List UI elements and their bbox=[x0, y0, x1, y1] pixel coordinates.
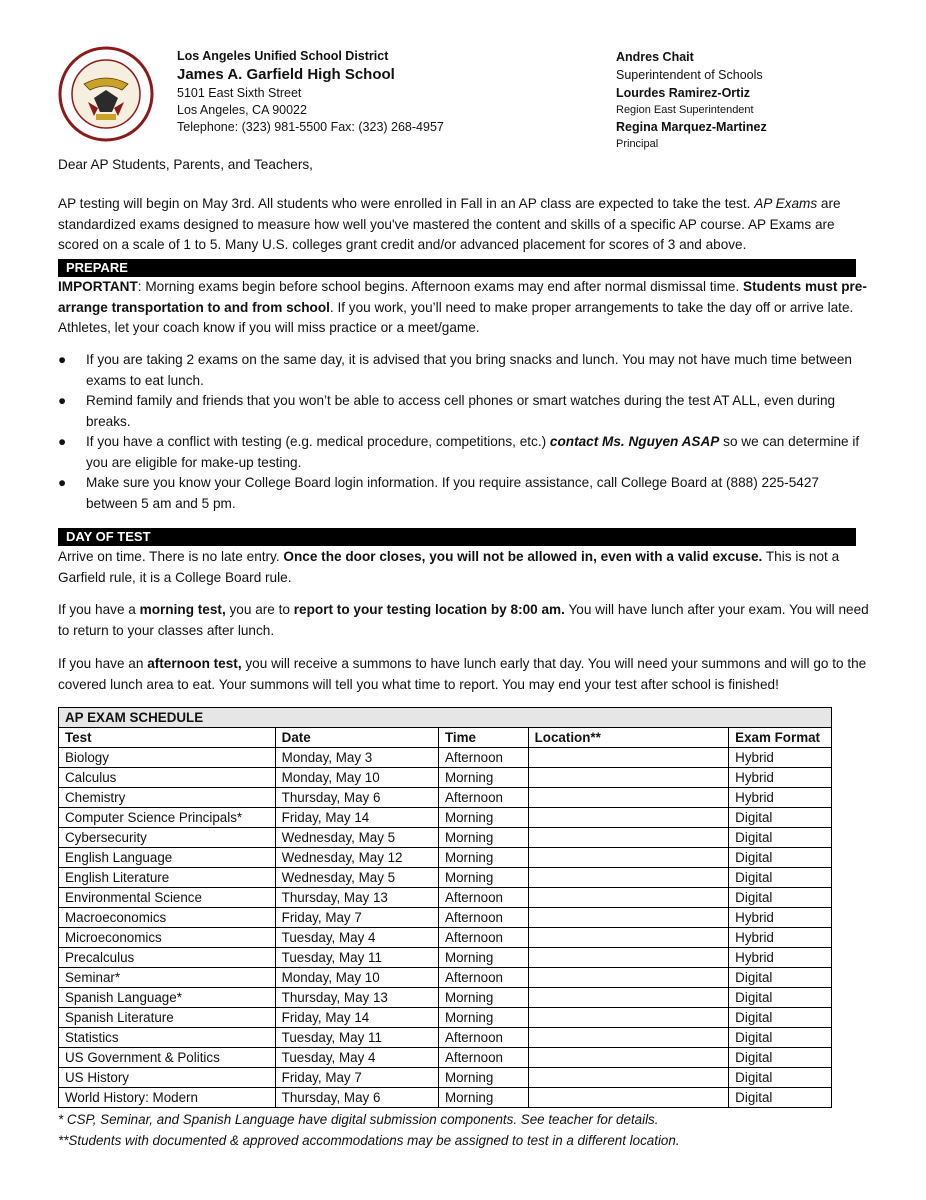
table-row bbox=[59, 768, 832, 788]
cell-date: Thursday, May 13 bbox=[275, 888, 438, 908]
table-row bbox=[59, 1028, 832, 1048]
cell-format: Hybrid bbox=[729, 748, 832, 768]
cell-format: Digital bbox=[729, 888, 832, 908]
list-item bbox=[58, 350, 870, 391]
cell-test: English Literature bbox=[59, 868, 276, 888]
cell-location bbox=[528, 1008, 729, 1028]
bullet-text-c: so we can determine if you are eligible for make-up testing. bbox=[86, 434, 860, 470]
cell-date: Friday, May 7 bbox=[275, 908, 438, 928]
bullet-text: Remind family and friends that you won’t be able to access cell phones or smart watches during the test AT ALL, even during breaks. bbox=[86, 393, 836, 429]
important-text-c: . If you work, you’ll need to make proper arrangements to take the day off or arrive late. Athletes, let your coach know if you will miss practice or a meet/game. bbox=[58, 299, 854, 335]
cell-test: Spanish Language* bbox=[59, 988, 276, 1008]
district-info bbox=[177, 48, 444, 136]
admin-title-1: Superintendent of Schools bbox=[616, 68, 763, 82]
cell-format: Digital bbox=[729, 1048, 832, 1068]
cell-time: Afternoon bbox=[438, 908, 528, 928]
column-header-test: Test bbox=[59, 728, 276, 748]
cell-location bbox=[528, 888, 729, 908]
table-row bbox=[59, 808, 832, 828]
morning-text-d: report to your testing location by 8:00 am. bbox=[293, 602, 565, 617]
important-paragraph bbox=[58, 277, 870, 339]
cell-format: Hybrid bbox=[729, 908, 832, 928]
cell-time: Morning bbox=[438, 828, 528, 848]
cell-test: English Language bbox=[59, 848, 276, 868]
cell-date: Tuesday, May 11 bbox=[275, 1028, 438, 1048]
cell-test: Statistics bbox=[59, 1028, 276, 1048]
table-row bbox=[59, 788, 832, 808]
cell-time: Afternoon bbox=[438, 1048, 528, 1068]
cell-date: Monday, May 10 bbox=[275, 968, 438, 988]
cell-time: Afternoon bbox=[438, 788, 528, 808]
table-row bbox=[59, 1068, 832, 1088]
cell-location bbox=[528, 908, 729, 928]
admin-name-3: Regina Marquez-Martinez bbox=[616, 120, 767, 134]
cell-format: Digital bbox=[729, 988, 832, 1008]
intro-text-c: are standardized exams designed to measure how well you've mastered the content and skills of a specific AP course. AP Exams are scored on a scale of 1 to 5. Many U.S. colleges grant credit and/or advanced placement for scores of 3 and above. bbox=[58, 196, 841, 252]
footnote-2: **Students with documented & approved accommodations may be assigned to test in a different location. bbox=[58, 1133, 680, 1148]
cell-date: Thursday, May 13 bbox=[275, 988, 438, 1008]
cell-date: Wednesday, May 5 bbox=[275, 828, 438, 848]
cell-test: Microeconomics bbox=[59, 928, 276, 948]
prepare-list bbox=[58, 350, 870, 514]
table-header-row bbox=[59, 728, 832, 748]
afternoon-paragraph bbox=[58, 654, 870, 695]
bullet-marker: ● bbox=[58, 393, 67, 408]
cell-time: Afternoon bbox=[438, 888, 528, 908]
cell-location bbox=[528, 1068, 729, 1088]
cell-location bbox=[528, 968, 729, 988]
footnote-1: * CSP, Seminar, and Spanish Language have digital submission components. See teacher for details. bbox=[58, 1112, 659, 1127]
administrators bbox=[616, 48, 767, 152]
afternoon-text-c: you will receive a summons to have lunch early that day. You will need your summons and will go to the covered lunch area to eat. Your summons will tell you what time to report. You may end your test after school is finished! bbox=[58, 656, 867, 692]
cell-date: Friday, May 14 bbox=[275, 1008, 438, 1028]
cell-date: Tuesday, May 4 bbox=[275, 928, 438, 948]
morning-text-e: You will have lunch after your exam. You will need to return to your classes after lunch. bbox=[58, 602, 869, 638]
table-row bbox=[59, 1048, 832, 1068]
cell-time: Morning bbox=[438, 1088, 528, 1108]
cell-format: Hybrid bbox=[729, 768, 832, 788]
school-phone: Telephone: (323) 981-5500 Fax: (323) 268-4957 bbox=[177, 120, 444, 134]
table-caption: AP EXAM SCHEDULE bbox=[59, 708, 832, 728]
list-item bbox=[58, 473, 870, 514]
cell-format: Digital bbox=[729, 828, 832, 848]
school-name: James A. Garfield High School bbox=[177, 66, 395, 83]
bullet-text-b: contact Ms. Nguyen ASAP bbox=[549, 434, 720, 449]
cell-location bbox=[528, 868, 729, 888]
cell-format: Digital bbox=[729, 1008, 832, 1028]
cell-time: Morning bbox=[438, 1068, 528, 1088]
cell-test: Chemistry bbox=[59, 788, 276, 808]
intro-text-a: AP testing will begin on May 3rd. All students who were enrolled in Fall in an AP class are expected to take the test. bbox=[58, 196, 755, 211]
cell-location bbox=[528, 948, 729, 968]
column-header-time: Time bbox=[438, 728, 528, 748]
district-name: Los Angeles Unified School District bbox=[177, 49, 389, 63]
footnotes bbox=[58, 1109, 680, 1151]
table-row bbox=[59, 968, 832, 988]
cell-test: Cybersecurity bbox=[59, 828, 276, 848]
cell-location bbox=[528, 928, 729, 948]
cell-time: Afternoon bbox=[438, 968, 528, 988]
list-item bbox=[58, 391, 870, 432]
cell-location bbox=[528, 828, 729, 848]
table-row bbox=[59, 868, 832, 888]
cell-time: Morning bbox=[438, 848, 528, 868]
cell-time: Morning bbox=[438, 1008, 528, 1028]
cell-format: Digital bbox=[729, 848, 832, 868]
column-header-date: Date bbox=[275, 728, 438, 748]
cell-time: Afternoon bbox=[438, 928, 528, 948]
cell-test: Precalculus bbox=[59, 948, 276, 968]
bullet-text: Make sure you know your College Board login information. If you require assistance, call College Board at (888) 225-5427 between 5 am and 5 pm. bbox=[86, 475, 819, 511]
table-row bbox=[59, 908, 832, 928]
cell-test: Spanish Literature bbox=[59, 1008, 276, 1028]
table-row bbox=[59, 848, 832, 868]
admin-title-3: Principal bbox=[616, 138, 659, 150]
important-text-b: Students must pre-arrange transportation to and from school bbox=[58, 279, 867, 315]
important-text-a: : Morning exams begin before school begins. Afternoon exams may end after normal dismissal time. bbox=[137, 279, 744, 294]
cell-format: Digital bbox=[729, 968, 832, 988]
table-caption-row bbox=[59, 708, 832, 728]
cell-test: US History bbox=[59, 1068, 276, 1088]
morning-text-c: you are to bbox=[225, 602, 294, 617]
cell-time: Morning bbox=[438, 988, 528, 1008]
cell-location bbox=[528, 768, 729, 788]
cell-test: Seminar* bbox=[59, 968, 276, 988]
table-row bbox=[59, 948, 832, 968]
cell-format: Digital bbox=[729, 808, 832, 828]
arrive-text-b: Once the door closes, you will not be allowed in, even with a valid excuse. bbox=[283, 549, 763, 564]
cell-location bbox=[528, 1028, 729, 1048]
cell-time: Morning bbox=[438, 948, 528, 968]
cell-date: Wednesday, May 5 bbox=[275, 868, 438, 888]
cell-location bbox=[528, 988, 729, 1008]
bullet-marker: ● bbox=[58, 352, 67, 367]
intro-text-b: AP Exams bbox=[754, 196, 818, 211]
cell-time: Morning bbox=[438, 808, 528, 828]
cell-date: Thursday, May 6 bbox=[275, 788, 438, 808]
cell-date: Tuesday, May 11 bbox=[275, 948, 438, 968]
arrive-text-a: Arrive on time. There is no late entry. bbox=[58, 549, 284, 564]
afternoon-text-a: If you have an bbox=[58, 656, 148, 671]
cell-location bbox=[528, 748, 729, 768]
table-row bbox=[59, 1088, 832, 1108]
admin-name-1: Andres Chait bbox=[616, 50, 694, 64]
cell-date: Monday, May 10 bbox=[275, 768, 438, 788]
cell-location bbox=[528, 788, 729, 808]
table-row bbox=[59, 888, 832, 908]
cell-date: Friday, May 7 bbox=[275, 1068, 438, 1088]
cell-test: Macroeconomics bbox=[59, 908, 276, 928]
cell-time: Afternoon bbox=[438, 748, 528, 768]
afternoon-text-b: afternoon test, bbox=[147, 656, 242, 671]
table-row bbox=[59, 748, 832, 768]
cell-location bbox=[528, 808, 729, 828]
cell-date: Friday, May 14 bbox=[275, 808, 438, 828]
cell-time: Afternoon bbox=[438, 1028, 528, 1048]
list-item bbox=[58, 432, 870, 473]
cell-format: Digital bbox=[729, 868, 832, 888]
day-of-test-heading: DAY OF TEST bbox=[58, 528, 856, 546]
school-street: 5101 East Sixth Street bbox=[177, 86, 302, 100]
cell-format: Digital bbox=[729, 1068, 832, 1088]
arrive-text-c: This is not a Garfield rule, it is a College Board rule. bbox=[58, 549, 840, 585]
morning-paragraph bbox=[58, 600, 870, 641]
cell-test: US Government & Politics bbox=[59, 1048, 276, 1068]
cell-test: Computer Science Principals* bbox=[59, 808, 276, 828]
morning-text-a: If you have a bbox=[58, 602, 140, 617]
cell-format: Digital bbox=[729, 1088, 832, 1108]
school-city: Los Angeles, CA 90022 bbox=[177, 103, 307, 117]
cell-test: Calculus bbox=[59, 768, 276, 788]
admin-name-2: Lourdes Ramirez-Ortiz bbox=[616, 86, 751, 100]
prepare-heading: PREPARE bbox=[58, 259, 856, 277]
table-row bbox=[59, 988, 832, 1008]
bullet-marker: ● bbox=[58, 434, 67, 449]
cell-test: World History: Modern bbox=[59, 1088, 276, 1108]
cell-format: Hybrid bbox=[729, 948, 832, 968]
cell-location bbox=[528, 848, 729, 868]
table-row bbox=[59, 928, 832, 948]
bullet-text: If you are taking 2 exams on the same day, it is advised that you bring snacks and lunch. You may not have much time between exams to eat lunch. bbox=[86, 352, 852, 388]
intro-paragraph bbox=[58, 194, 870, 256]
cell-location bbox=[528, 1088, 729, 1108]
admin-title-2: Region East Superintendent bbox=[616, 104, 754, 116]
arrive-paragraph bbox=[58, 547, 870, 588]
bullet-marker: ● bbox=[58, 475, 67, 490]
greeting: Dear AP Students, Parents, and Teachers, bbox=[58, 157, 313, 172]
cell-date: Thursday, May 6 bbox=[275, 1088, 438, 1108]
column-header-location: Location** bbox=[528, 728, 729, 748]
bullet-text-a: If you have a conflict with testing (e.g. medical procedure, competitions, etc.) bbox=[86, 434, 550, 449]
cell-location bbox=[528, 1048, 729, 1068]
cell-time: Morning bbox=[438, 768, 528, 788]
cell-date: Wednesday, May 12 bbox=[275, 848, 438, 868]
table-row bbox=[59, 828, 832, 848]
important-label: IMPORTANT bbox=[58, 279, 138, 294]
school-seal-logo bbox=[58, 46, 154, 142]
column-header-format: Exam Format bbox=[729, 728, 832, 748]
table-row bbox=[59, 1008, 832, 1028]
morning-text-b: morning test, bbox=[139, 602, 226, 617]
cell-format: Digital bbox=[729, 1028, 832, 1048]
cell-format: Hybrid bbox=[729, 928, 832, 948]
ap-exam-schedule-table bbox=[58, 707, 832, 1108]
cell-test: Biology bbox=[59, 748, 276, 768]
cell-time: Morning bbox=[438, 868, 528, 888]
cell-date: Monday, May 3 bbox=[275, 748, 438, 768]
cell-test: Environmental Science bbox=[59, 888, 276, 908]
cell-format: Hybrid bbox=[729, 788, 832, 808]
cell-date: Tuesday, May 4 bbox=[275, 1048, 438, 1068]
